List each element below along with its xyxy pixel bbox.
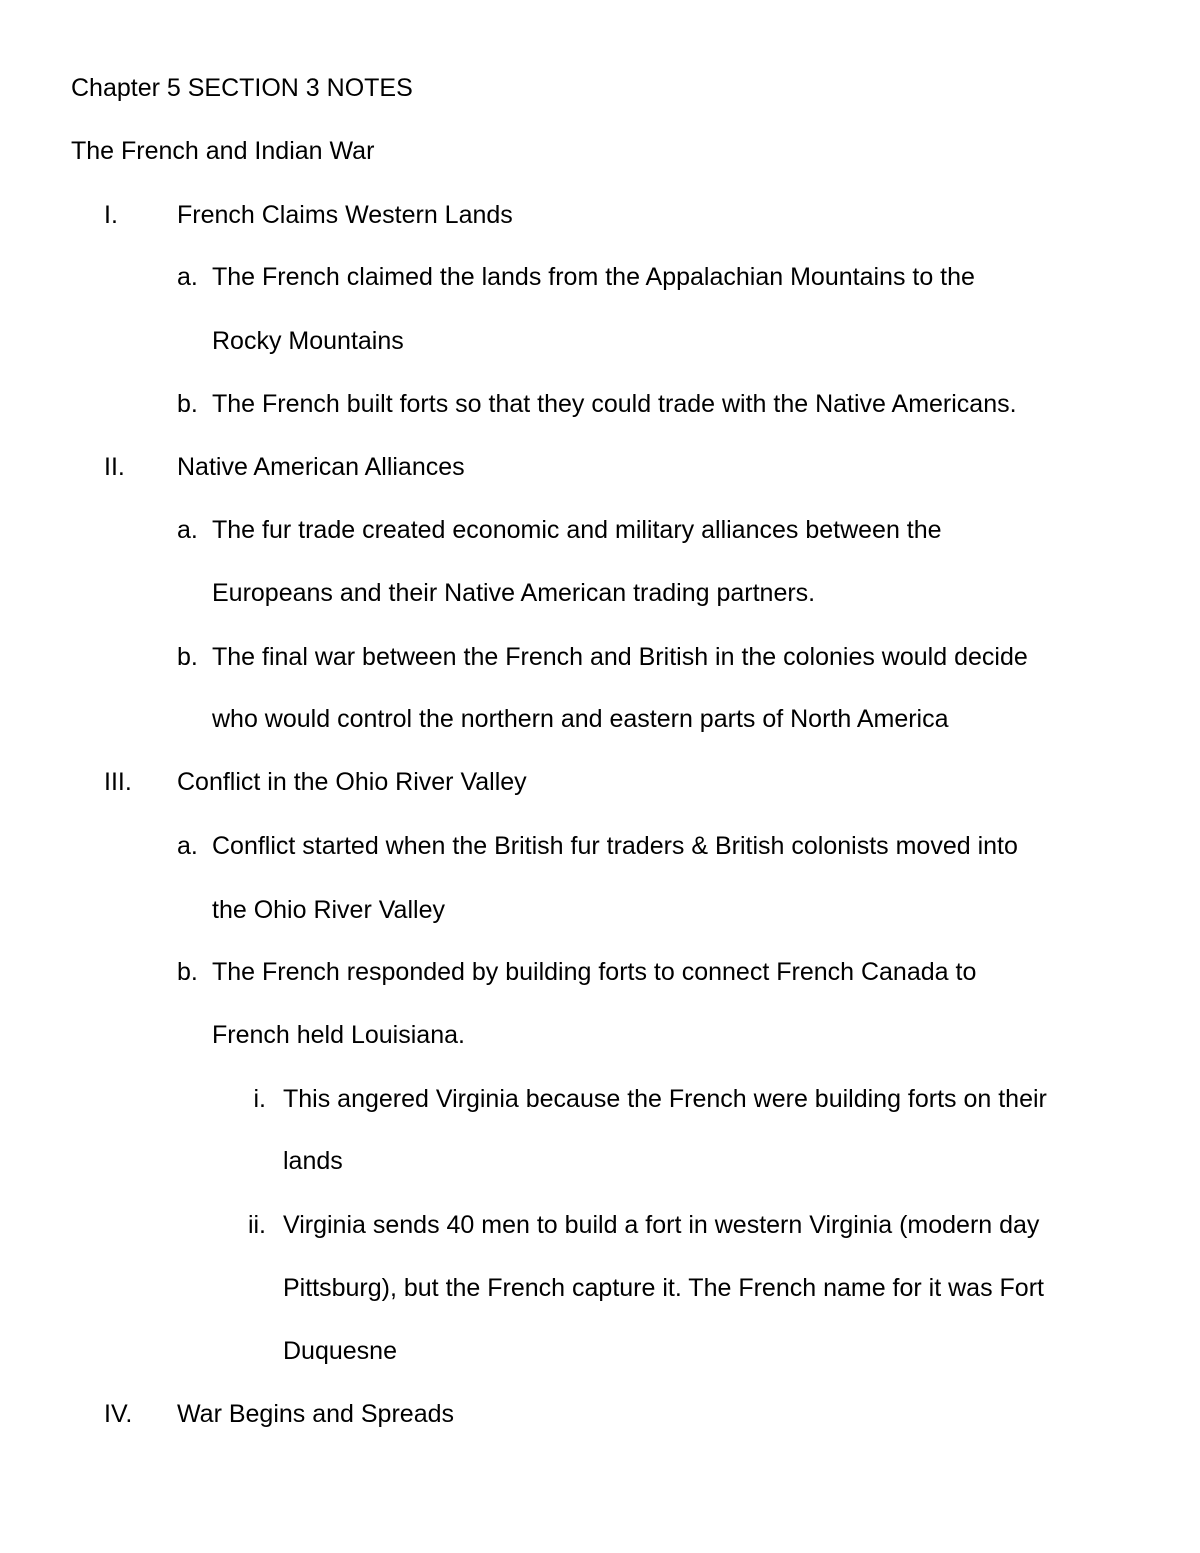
chapter-heading: Chapter 5 SECTION 3 NOTES [71, 74, 413, 102]
item-text: The final war between the French and British in the colonies would decide [212, 643, 1028, 671]
subitem-text: lands [283, 1147, 343, 1175]
subitem-text: Duquesne [283, 1337, 397, 1365]
item-marker: b. [177, 390, 198, 418]
subitem-text: This angered Virginia because the French were building forts on their [283, 1085, 1047, 1113]
section-heading: French Claims Western Lands [177, 201, 513, 229]
section-heading: Native American Alliances [177, 453, 465, 481]
item-text: Europeans and their Native American trading partners. [212, 579, 816, 607]
section-heading: Conflict in the Ohio River Valley [177, 768, 527, 796]
subitem-marker: ii. [247, 1211, 266, 1239]
item-text: The French responded by building forts to connect French Canada to [212, 958, 977, 986]
document-title: The French and Indian War [71, 137, 375, 165]
item-text: the Ohio River Valley [212, 896, 445, 924]
subitem-text: Virginia sends 40 men to build a fort in western Virginia (modern day [283, 1211, 1040, 1239]
item-marker: b. [177, 643, 198, 671]
item-marker: b. [177, 958, 198, 986]
item-marker: a. [177, 832, 198, 860]
section-numeral: III. [104, 768, 132, 796]
item-text: The fur trade created economic and military alliances between the [212, 516, 942, 544]
item-text: French held Louisiana. [212, 1021, 465, 1049]
subitem-text: Pittsburg), but the French capture it. The French name for it was Fort [283, 1274, 1044, 1302]
section-numeral: II. [104, 453, 125, 481]
section-heading: War Begins and Spreads [177, 1400, 455, 1428]
section-numeral: IV. [104, 1400, 133, 1428]
item-marker: a. [177, 516, 198, 544]
section-numeral: I. [104, 201, 118, 229]
item-text: Rocky Mountains [212, 327, 404, 355]
item-text: who would control the northern and eastern parts of North America [212, 705, 949, 733]
item-text: The French claimed the lands from the Appalachian Mountains to the [212, 263, 975, 291]
item-text: The French built forts so that they could trade with the Native Americans. [212, 390, 1017, 418]
item-text: Conflict started when the British fur traders & British colonists moved into [212, 832, 1018, 860]
item-marker: a. [177, 263, 198, 291]
subitem-marker: i. [253, 1085, 266, 1113]
